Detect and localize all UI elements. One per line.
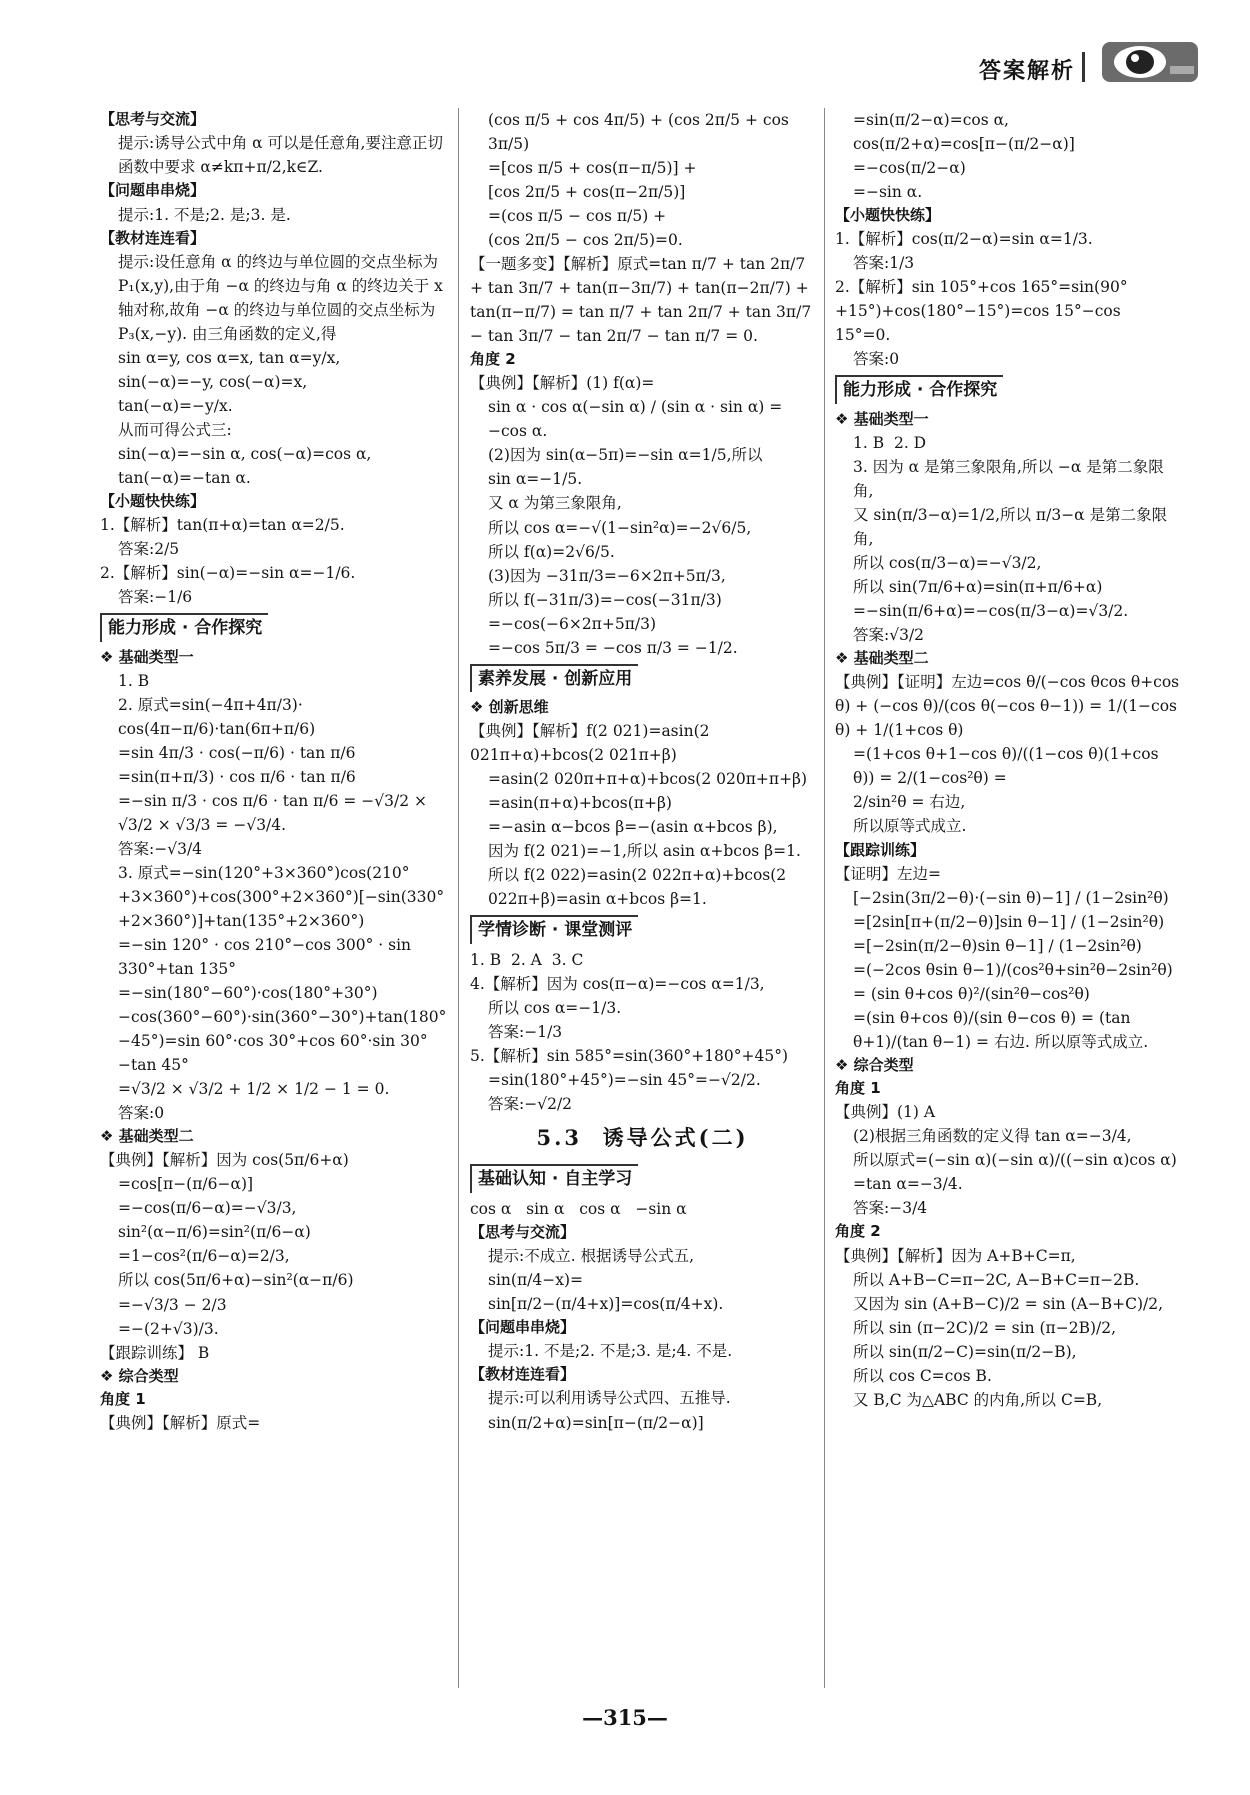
- text-line: 答案:2/5: [118, 540, 180, 559]
- text-line: 所以 sin(π/2−C)=sin(π/2−B),: [853, 1342, 1077, 1361]
- text-line: =(1+cos θ+1−cos θ)/((1−cos θ)(1+cos θ)) = 2/(1−cos²θ) =: [853, 745, 1164, 788]
- text-line: 提示:可以利用诱导公式四、五推导.: [488, 1389, 731, 1408]
- text-line: sin(−α)=−y, cos(−α)=x,: [118, 372, 308, 391]
- text-line: sin α · cos α(−sin α) / (sin α · sin α) = −cos α.: [488, 398, 788, 441]
- text-line: 【小题快快练】: [100, 491, 206, 510]
- text-line: 提示:1. 不是;2. 不是;3. 是;4. 不是.: [488, 1342, 733, 1361]
- text-line: 1.【解析】cos(π/2−α)=sin α=1/3.: [835, 230, 1093, 249]
- text-line: 【典例】【解析】f(2 021)=asin(2 021π+α)+bcos(2 021π+β): [470, 722, 715, 765]
- text-line: =(−2cos θsin θ−1)/(cos²θ+sin²θ−2sin²θ) = (sin θ+cos θ)²/(sin²θ−cos²θ): [853, 960, 1178, 1003]
- text-line: 1. B 2. D: [853, 434, 927, 452]
- text-line: (3)因为 −31π/3=−6×2π+5π/3,: [488, 566, 726, 585]
- text-line: 所以 cos α=−√(1−sin²α)=−2√6/5,: [488, 518, 752, 537]
- text-line: 1.【解析】tan(π+α)=tan α=2/5.: [100, 516, 345, 535]
- subsection-heading: ❖ 综合类型: [835, 1055, 914, 1074]
- text-line: =sin(π/2−α)=cos α,: [853, 111, 1009, 129]
- text-line: 【跟踪训练】 B: [100, 1343, 210, 1362]
- text-line: =−√3/3 − 2/3: [118, 1295, 227, 1314]
- text-line: cos α sin α cos α −sin α: [470, 1199, 687, 1218]
- text-line: 所以原等式成立.: [853, 817, 967, 836]
- text-line: =tan α=−3/4.: [853, 1175, 963, 1194]
- subsection-heading: ❖ 基础类型二: [835, 649, 929, 668]
- text-line: 1. B: [118, 671, 150, 690]
- text-line: 又因为 sin (A+B−C)/2 = sin (A−B+C)/2,: [853, 1294, 1164, 1313]
- text-line: 所以 A+B−C=π−2C, A−B+C=π−2B.: [853, 1270, 1140, 1289]
- text-line: 【典例】【解析】原式=: [100, 1414, 261, 1433]
- text-line: =1−cos²(π/6−α)=2/3,: [118, 1247, 290, 1266]
- text-line: =[cos π/5 + cos(π−π/5)] +: [488, 159, 697, 178]
- text-line: 2. 原式=sin(−4π+4π/3)·: [118, 695, 303, 714]
- subsection-heading: 角度 2: [835, 1222, 881, 1241]
- text-line: 所以 sin (π−2C)/2 = sin (π−2B)/2,: [853, 1318, 1117, 1337]
- header-title: 答案解析: [978, 59, 1075, 84]
- text-line: sin(π/4−x)=: [488, 1270, 583, 1289]
- text-line: 【典例】【解析】(1) f(α)=: [470, 374, 655, 393]
- text-line: 2.【解析】sin 105°+cos 165°=sin(90°+15°)+cos(180°−15°)=cos 15°−cos 15°=0.: [835, 278, 1128, 345]
- text-line: =−sin(180°−60°)·cos(180°+30°)−cos(360°−60°)·sin(360°−30°)+tan(180°−45°)=sin 60°·cos 30°+cos 60°·sin 30°−tan 45°: [118, 984, 447, 1075]
- text-line: (cos 2π/5 − cos 2π/5)=0.: [488, 231, 683, 250]
- text-line: 所以 f(2 022)=asin(2 022π+α)+bcos(2 022π+β)=asin α+bcos β=1.: [488, 866, 792, 909]
- text-line: =asin(π+α)+bcos(π+β): [488, 794, 672, 813]
- text-line: =−cos 5π/3 = −cos π/3 = −1/2.: [488, 638, 738, 657]
- text-line: 2.【解析】sin(−α)=−sin α=−1/6.: [100, 564, 356, 583]
- text-line: 提示:诱导公式中角 α 可以是任意角,要注意正切函数中要求 α≠kπ+π/2,k∈Z.: [118, 134, 443, 177]
- text-line: 又 sin(π/3−α)=1/2,所以 π/3−α 是第二象限角,: [853, 506, 1168, 549]
- text-line: =[2sin[π+(π/2−θ)]sin θ−1] / (1−2sin²θ): [853, 912, 1165, 931]
- text-line: 所以 sin(7π/6+α)=sin(π+π/6+α): [853, 578, 1103, 597]
- text-line: 【教材连连看】: [470, 1365, 576, 1384]
- text-line: tan(−α)=−tan α.: [118, 468, 251, 487]
- subsection-heading: 角度 2: [470, 350, 516, 369]
- text-line: 所以 cos(5π/6+α)−sin²(α−π/6): [118, 1271, 354, 1290]
- text-line: =sin 4π/3 · cos(−π/6) · tan π/6: [118, 743, 356, 762]
- text-line: (2)根据三角函数的定义得 tan α=−3/4,: [853, 1127, 1132, 1146]
- text-line: 答案:−√3/4: [118, 839, 203, 858]
- text-line: 【思考与交流】: [100, 110, 206, 128]
- subsection-heading: ❖ 创新思维: [470, 697, 549, 716]
- text-line: 【问题串串烧】: [470, 1317, 576, 1336]
- text-line: 【典例】【解析】因为 cos(5π/6+α): [100, 1151, 349, 1170]
- text-line: =−sin(π/6+α)=−cos(π/3−α)=√3/2.: [853, 602, 1129, 621]
- text-line: 又 α 为第三象限角,: [488, 494, 622, 513]
- text-line: cos(4π−π/6)·tan(6π+π/6): [118, 719, 316, 738]
- text-line: (2)因为 sin(α−5π)=−sin α=1/5,所以: [488, 446, 763, 465]
- text-line: sin(−α)=−sin α, cos(−α)=cos α,: [118, 444, 372, 463]
- text-line: 3. 因为 α 是第三象限角,所以 −α 是第二象限角,: [853, 458, 1164, 501]
- text-line: 1. B 2. A 3. C: [470, 950, 584, 969]
- column-left: [100, 108, 450, 1678]
- text-line: =−asin α−bcos β=−(asin α+bcos β),: [488, 818, 778, 837]
- text-line: 【小题快快练】: [835, 206, 941, 225]
- page-header: [0, 0, 1250, 95]
- text-line: =(sin θ+cos θ)/(sin θ−cos θ) = (tan θ+1)/(tan θ−1) = 右边. 所以原等式成立.: [853, 1008, 1149, 1051]
- text-line: 所以原式=(−sin α)(−sin α)/((−sin α)cos α): [853, 1151, 1177, 1170]
- column-divider: [458, 108, 459, 1688]
- column-divider: [824, 108, 825, 1688]
- text-line: 答案:−3/4: [853, 1199, 928, 1218]
- text-line: 所以 cos C=cos B.: [853, 1366, 992, 1385]
- header-divider: [1082, 52, 1085, 82]
- text-line: sin α=y, cos α=x, tan α=y/x,: [118, 348, 341, 367]
- text-line: sin(π/2+α)=sin[π−(π/2−α)]: [488, 1413, 704, 1432]
- text-line: 【问题串串烧】: [100, 181, 206, 200]
- text-line: 【证明】左边=: [835, 864, 941, 883]
- text-line: [cos 2π/5 + cos(π−2π/5)]: [488, 183, 686, 202]
- section-heading: 能力形成 · 合作探究: [835, 375, 1003, 403]
- text-line: 又 B,C 为△ABC 的内角,所以 C=B,: [853, 1390, 1103, 1409]
- text-line: 【思考与交流】: [470, 1222, 576, 1241]
- text-line: 答案:0: [118, 1104, 165, 1123]
- text-line: =√3/2 × √3/2 + 1/2 × 1/2 − 1 = 0.: [118, 1080, 390, 1099]
- text-line: sin[π/2−(π/4+x)]=cos(π/4+x).: [488, 1294, 724, 1313]
- text-line: 因为 f(2 021)=−1,所以 asin α+bcos β=1.: [488, 842, 801, 861]
- subsection-heading: 角度 1: [835, 1079, 881, 1098]
- text-line: =−sin α.: [853, 183, 923, 202]
- text-line: 答案:0: [853, 350, 900, 369]
- text-line: =sin(180°+45°)=−sin 45°=−√2/2.: [488, 1070, 761, 1089]
- text-line: =−cos(π/2−α): [853, 159, 966, 178]
- chapter-title: 5.3 诱导公式(二): [536, 1124, 749, 1150]
- text-line: 答案:1/3: [853, 254, 915, 273]
- text-line: 【一题多变】【解析】原式=tan π/7 + tan 2π/7 + tan 3π/7 + tan(π−3π/7) + tan(π−2π/7) + tan(π−π/7) = tan π/7 + tan 2π/7 + tan 3π/7 − tan 3π/7 − tan 2π/7 − tan π/7 = 0.: [470, 255, 817, 346]
- text-line: 所以 cos α=−1/3.: [488, 998, 622, 1017]
- text-line: 答案:−√2/2: [488, 1094, 573, 1113]
- section-heading: 基础认知 · 自主学习: [470, 1164, 638, 1192]
- text-line: =−sin 120° · cos 210°−cos 300° · sin 330°+tan 135°: [118, 936, 416, 979]
- text-line: 提示:不成立. 根据诱导公式五,: [488, 1246, 695, 1265]
- text-line: 提示:设任意角 α 的终边与单位圆的交点坐标为 P₁(x,y),由于角 −α 的终边与角 α 的终边关于 x 轴对称,故角 −α 的终边与单位圆的交点坐标为 P₃(x,−y). 由三角函数的定义,得: [118, 252, 448, 343]
- text-line: 【典例】【解析】因为 A+B+C=π,: [835, 1246, 1076, 1265]
- text-line: 【跟踪训练】: [835, 840, 926, 859]
- text-line: 4.【解析】因为 cos(π−α)=−cos α=1/3,: [470, 974, 765, 993]
- subsection-heading: ❖ 基础类型二: [100, 1127, 194, 1146]
- column-middle: [470, 108, 815, 1678]
- column-right: [835, 108, 1185, 1678]
- text-line: =−sin π/3 · cos π/6 · tan π/6 = −√3/2 × √3/2 × √3/3 = −√3/4.: [118, 791, 432, 834]
- text-line: 提示:1. 不是;2. 是;3. 是.: [118, 205, 291, 224]
- text-line: 【典例】(1) A: [835, 1103, 936, 1122]
- text-line: 答案:−1/6: [118, 588, 193, 607]
- text-line: 5.【解析】sin 585°=sin(360°+180°+45°): [470, 1046, 789, 1065]
- page-number: —315—: [582, 1705, 668, 1730]
- section-heading: 素养发展 · 创新应用: [470, 664, 638, 692]
- subsection-heading: 角度 1: [100, 1389, 146, 1408]
- text-line: tan(−α)=−y/x.: [118, 396, 233, 415]
- text-line: 从而可得公式三:: [118, 420, 232, 439]
- publisher-logo-icon: [1100, 38, 1200, 86]
- text-line: =sin(π+π/3) · cos π/6 · tan π/6: [118, 767, 356, 786]
- text-line: =−cos(−6×2π+5π/3): [488, 614, 657, 633]
- text-line: 【典例】【证明】左边=cos θ/(−cos θcos θ+cos θ) + (−cos θ)/(cos θ(−cos θ−1)) = 1/(1−cos θ) + 1/(1+cos θ): [835, 673, 1185, 740]
- text-line: cos(π/2+α)=cos[π−(π/2−α)]: [853, 135, 1075, 154]
- text-line: =−(2+√3)/3.: [118, 1319, 219, 1338]
- text-line: 2/sin²θ = 右边,: [853, 793, 966, 812]
- text-line: 答案:−1/3: [488, 1022, 563, 1041]
- text-line: =(cos π/5 − cos π/5) +: [488, 207, 667, 226]
- text-line: sin²(α−π/6)=sin²(π/6−α): [118, 1223, 311, 1242]
- text-line: 答案:√3/2: [853, 626, 925, 645]
- text-line: 所以 f(−31π/3)=−cos(−31π/3): [488, 590, 722, 609]
- text-line: (cos π/5 + cos 4π/5) + (cos 2π/5 + cos 3π/5): [488, 111, 794, 154]
- subsection-heading: ❖ 基础类型一: [835, 409, 929, 428]
- section-heading: 学情诊断 · 课堂测评: [470, 915, 638, 943]
- text-line: 所以 f(α)=2√6/5.: [488, 542, 615, 561]
- text-line: 3. 原式=−sin(120°+3×360°)cos(210°+3×360°)+cos(300°+2×360°)[−sin(330°+2×360°)]+tan(135°+2×360°): [118, 863, 445, 931]
- subsection-heading: ❖ 基础类型一: [100, 647, 194, 666]
- text-line: 【教材连连看】: [100, 228, 206, 247]
- subsection-heading: ❖ 综合类型: [100, 1366, 179, 1385]
- text-line: 所以 cos(π/3−α)=−√3/2,: [853, 554, 1042, 573]
- text-line: =−cos(π/6−α)=−√3/3,: [118, 1199, 297, 1218]
- section-heading: 能力形成 · 合作探究: [100, 613, 268, 641]
- text-line: =asin(2 020π+π+α)+bcos(2 020π+π+β): [488, 770, 808, 789]
- text-line: =cos[π−(π/6−α)]: [118, 1175, 254, 1194]
- text-line: [−2sin(3π/2−θ)·(−sin θ)−1] / (1−2sin²θ): [853, 888, 1169, 907]
- text-line: sin α=−1/5.: [488, 470, 583, 489]
- text-line: =[−2sin(π/2−θ)sin θ−1] / (1−2sin²θ): [853, 936, 1142, 955]
